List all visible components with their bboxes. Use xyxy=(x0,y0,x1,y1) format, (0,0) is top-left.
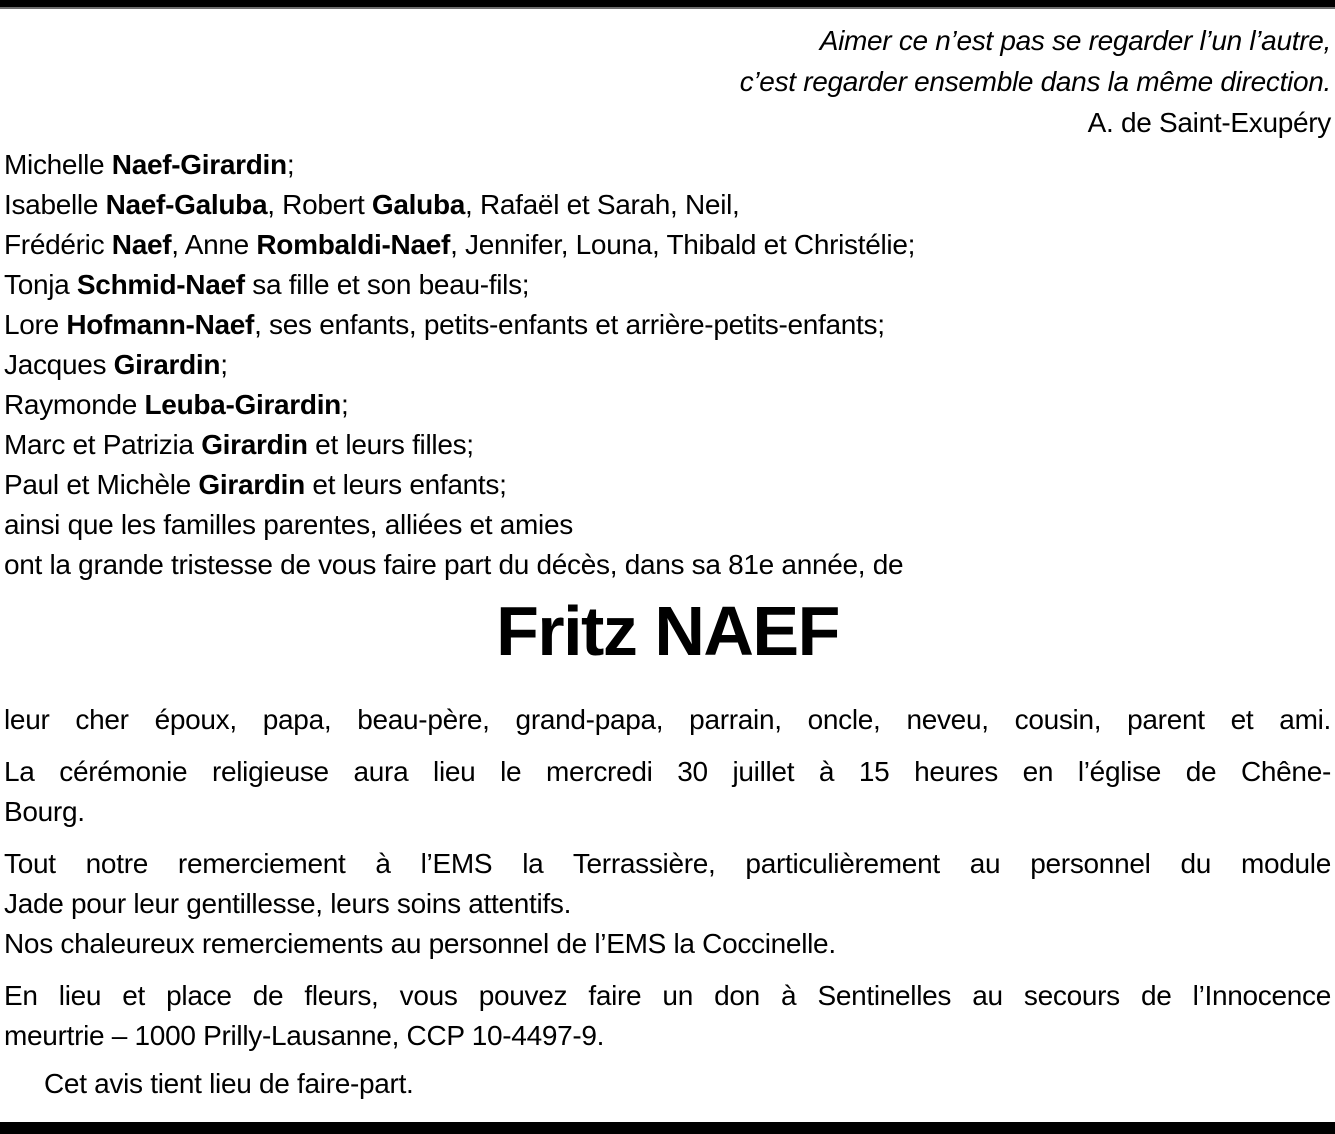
family-text: ; xyxy=(286,149,295,180)
family-surname: Naef xyxy=(111,229,172,260)
family-text: sa fille et son beau-fils; xyxy=(244,269,530,300)
family-text: ainsi que les familles parentes, alliées et amies xyxy=(4,509,573,540)
text-line: Nos chaleureux remerciements au personnel de l’EMS la Coccinelle. xyxy=(4,928,836,959)
deceased-name: Fritz NAEF xyxy=(496,592,839,670)
family-surname: Naef-Girardin xyxy=(111,149,287,180)
ceremony-paragraph xyxy=(4,752,1331,832)
quote-block xyxy=(4,20,1331,143)
top-border-rule xyxy=(0,0,1335,9)
family-surname: Schmid-Naef xyxy=(76,269,245,300)
family-line xyxy=(4,425,1331,465)
family-text: , Anne xyxy=(171,229,257,260)
family-surname: Girardin xyxy=(198,469,305,500)
family-line xyxy=(4,545,1331,585)
family-text: , Robert xyxy=(267,189,372,220)
thanks-ems-coccinelle-paragraph xyxy=(4,924,1331,964)
text-line: Jade pour leur gentillesse, leurs soins attentifs. xyxy=(4,888,572,919)
family-text: , Jennifer, Louna, Thibald et Christélie; xyxy=(450,229,916,260)
family-line xyxy=(4,265,1331,305)
family-list xyxy=(4,145,1331,585)
family-line xyxy=(4,465,1331,505)
family-text: Tonja xyxy=(4,269,77,300)
family-line xyxy=(4,185,1331,225)
text-line: leur cher époux, papa, beau-père, grand-papa, parrain, oncle, neveu, cousin, parent et ami. xyxy=(4,704,1331,735)
text-line: Bourg. xyxy=(4,796,85,827)
family-text: , Rafaël et Sarah, Neil, xyxy=(465,189,740,220)
family-surname: Girardin xyxy=(113,349,221,380)
family-text: Frédéric xyxy=(4,229,112,260)
text-line: La cérémonie religieuse aura lieu le mercredi 30 juillet à 15 heures en l’église de Chêne- xyxy=(4,756,1331,787)
text-line: Tout notre remerciement à l’EMS la Terrassière, particulièrement au personnel du module xyxy=(4,848,1331,879)
family-text: ; xyxy=(341,389,349,420)
quote-line: Aimer ce n’est pas se regarder l’un l’autre, xyxy=(819,25,1331,56)
family-line xyxy=(4,345,1331,385)
family-surname: Galuba xyxy=(371,189,466,220)
family-surname: Hofmann-Naef xyxy=(66,309,255,340)
notice-content xyxy=(0,20,1335,1104)
family-text: Paul et Michèle xyxy=(4,469,199,500)
thanks-ems-terrassiere-paragraph xyxy=(4,844,1331,924)
family-text: Lore xyxy=(4,309,67,340)
quote-attribution: A. de Saint-Exupéry xyxy=(1087,107,1331,138)
family-text: ont la grande tristesse de vous faire part du décès, dans sa 81e année, de xyxy=(4,549,904,580)
family-surname: Rombaldi-Naef xyxy=(256,229,451,260)
family-text: , ses enfants, petits-enfants et arrière-petits-enfants; xyxy=(254,309,885,340)
text-line: Cet avis tient lieu de faire-part. xyxy=(44,1068,414,1099)
family-text: et leurs enfants; xyxy=(304,469,507,500)
family-line xyxy=(4,305,1331,345)
family-surname: Girardin xyxy=(201,429,308,460)
bottom-border-rule xyxy=(0,1122,1335,1134)
relations-paragraph xyxy=(4,700,1331,740)
family-line xyxy=(4,145,1331,185)
family-text: Marc et Patrizia xyxy=(4,429,202,460)
family-text: et leurs filles; xyxy=(307,429,474,460)
text-line: En lieu et place de fleurs, vous pouvez faire un don à Sentinelles au secours de l’Innocence xyxy=(4,980,1331,1011)
notice-closing-paragraph xyxy=(4,1064,1331,1104)
donation-paragraph xyxy=(4,976,1331,1056)
family-text: Raymonde xyxy=(4,389,145,420)
text-line: meurtrie – 1000 Prilly-Lausanne, CCP 10-4497-9. xyxy=(4,1020,605,1051)
family-text: Michelle xyxy=(4,149,112,180)
notice-body xyxy=(4,700,1331,1104)
family-surname: Naef-Galuba xyxy=(105,189,268,220)
family-surname: Leuba-Girardin xyxy=(144,389,341,420)
family-text: ; xyxy=(220,349,228,380)
family-text: Isabelle xyxy=(4,189,106,220)
family-text: Jacques xyxy=(4,349,114,380)
family-line xyxy=(4,385,1331,425)
family-line xyxy=(4,505,1331,545)
quote-line: c’est regarder ensemble dans la même direction. xyxy=(739,66,1331,97)
family-line xyxy=(4,225,1331,265)
